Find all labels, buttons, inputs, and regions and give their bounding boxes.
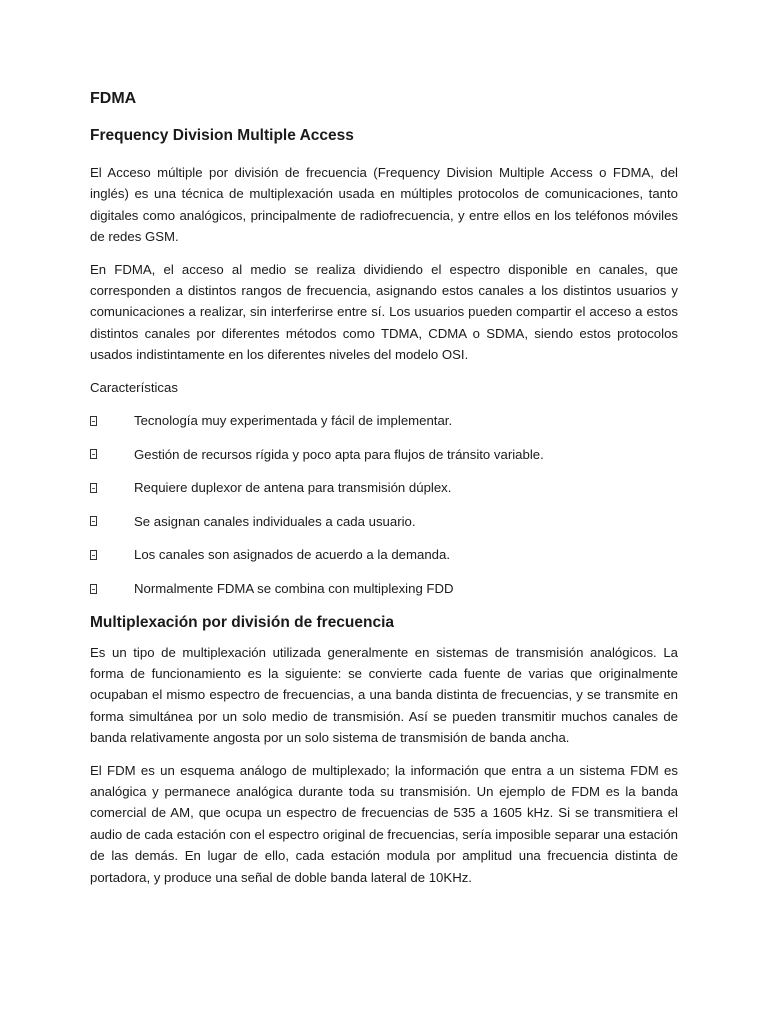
list-item-text: Los canales son asignados de acuerdo a la demanda. xyxy=(134,547,450,563)
intro-paragraph-1: El Acceso múltiple por división de frecuencia (Frequency Division Multiple Access o FDMA, del inglés) es una técnica de multiplexación usada en múltiples protocolos de comunicaciones, tanto digitales como analógicos, principalmente de radiofrecuencia, y entre ellos en los teléfonos móviles de redes GSM. xyxy=(90,165,678,245)
section-paragraph-2: El FDM es un esquema análogo de multiplexado; la información que entra a un sistema FDM es analógica y permanece analógica durante toda su transmisión. Un ejemplo de FDM es la banda comercial de AM, que ocupa un espectro de frecuencias de 535 a 1605 kHz. Si se transmitiera el audio de cada estación con el espectro original de frecuencias, sería imposible separar una estación de las demás. En lugar de ello, cada estación modula por amplitud una frecuencia distinta de portadora, y produce una señal de doble banda lateral de 10KHz. xyxy=(90,762,678,885)
missing-glyph-box-icon xyxy=(90,584,97,594)
list-item-text: Gestión de recursos rígida y poco apta para flujos de tránsito variable. xyxy=(134,446,544,462)
list-item xyxy=(90,511,678,532)
section-paragraph-1: Es un tipo de multiplexación utilizada generalmente en sistemas de transmisión analógicos. La forma de funcionamiento es la siguiente: se convierte cada fuente de varias que originalmente ocupaban el mismo espectro de frecuencias, a una banda distinta de frecuencias, y se transmite en forma simultánea por un solo medio de transmisión. Así se pueden transmitir muchos canales de banda relativamente angosta por un solo sistema de transmisión de banda ancha. xyxy=(90,644,678,746)
list-item-text: Se asignan canales individuales a cada usuario. xyxy=(134,513,416,529)
missing-glyph-box-icon xyxy=(90,550,97,560)
intro-paragraph-2: En FDMA, el acceso al medio se realiza dividiendo el espectro disponible en canales, que corresponden a distintos rangos de frecuencia, asignando estos canales a los distintos usuarios y comunicaciones a realizar, sin interferirse entre sí. Los usuarios pueden compartir el acceso a estos distintos canales por diferentes métodos como TDMA, CDMA o SDMA, siendo estos protocolos usados indistintamente en los diferentes niveles del modelo OSI. xyxy=(90,261,678,363)
list-item-text: Requiere duplexor de antena para transmisión dúplex. xyxy=(134,480,452,496)
document-title: FDMA xyxy=(90,90,137,107)
missing-glyph-box-icon xyxy=(90,483,97,493)
list-item xyxy=(90,477,678,498)
characteristics-list xyxy=(90,410,678,599)
list-item xyxy=(90,444,678,465)
list-item xyxy=(90,410,678,431)
missing-glyph-box-icon xyxy=(90,416,97,426)
list-item-text: Normalmente FDMA se combina con multiplexing FDD xyxy=(134,581,454,597)
document-subtitle: Frequency Division Multiple Access xyxy=(90,127,354,144)
document-page xyxy=(90,88,678,899)
section-heading: Multiplexación por división de frecuencia xyxy=(90,613,395,631)
characteristics-label: Características xyxy=(90,379,178,395)
list-item-text: Tecnología muy experimentada y fácil de implementar. xyxy=(134,413,453,429)
list-item xyxy=(90,544,678,565)
list-item xyxy=(90,578,678,599)
missing-glyph-box-icon xyxy=(90,449,97,459)
missing-glyph-box-icon xyxy=(90,516,97,526)
